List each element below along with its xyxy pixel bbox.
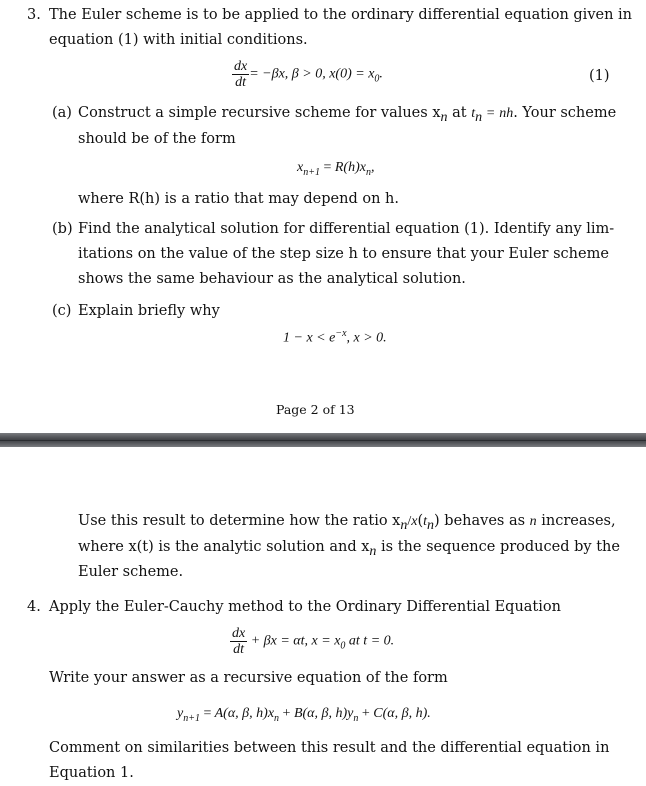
q3-eq-fraction (232, 59, 249, 90)
q3b-label: (b) (52, 221, 73, 237)
q3b-line1: Find the analytical solution for differential equation (1). Identify any lim- (78, 221, 615, 237)
q3a-label: (a) (52, 105, 72, 121)
q3a-line2: should be of the form (78, 131, 236, 147)
q3-line1: The Euler scheme is to be applied to the ordinary differential equation given in (49, 7, 633, 23)
q4-comment-line1: Comment on similarities between this result and the differential equation in (49, 740, 610, 756)
q3b-line3: shows the same behaviour as the analytical solution. (78, 271, 466, 287)
page-break-divider (0, 433, 646, 447)
q4-line1: Apply the Euler-Cauchy method to the Ordinary Differential Equation (49, 599, 561, 615)
fraction-numerator: dx (232, 626, 246, 641)
fraction-denominator: dt (233, 642, 245, 657)
q3b-line2: itations on the value of the step size h to ensure that your Euler scheme (78, 246, 609, 262)
fraction-numerator: dx (234, 59, 248, 74)
q3-equation-1 (232, 59, 383, 90)
q4-eq-fraction (230, 626, 247, 657)
q4-ode-equation: $\frac{dx}{dt}$ + βx = αt, $x = x_0$ at t = 0. (232, 626, 395, 657)
q3a-eq-var: x (297, 160, 304, 175)
q3a-line1: Construct a simple recursive scheme for values $x_n$ at $t_n$ = nh. Your scheme (78, 105, 617, 125)
q4-eq-rhs: + βx = αt, x = x (250, 633, 341, 649)
q4-eq-rhs-end: at t = 0. (345, 633, 395, 649)
q4-recur-var: y (177, 706, 184, 721)
q3c-inequality (283, 328, 387, 347)
q3-line2: equation (1) with initial conditions. (49, 32, 308, 48)
q3c-ineq-end: , x > 0. (346, 330, 387, 346)
fraction-denominator: dt (235, 75, 247, 90)
q3c-ineq-exponent: −x (335, 328, 347, 339)
q3a-recurrence-equation: $x_{n+1} = R(h)x_n$, (297, 160, 375, 178)
q3a-line1-text: Construct a simple recursive scheme for values x (78, 105, 441, 121)
q4-comment-line2: Equation 1. (49, 765, 134, 781)
q3c-line1: Explain briefly why (78, 303, 220, 319)
q3-number: 3. (27, 7, 41, 23)
continued-line2-text: where x(t) is the analytic solution and x (78, 539, 370, 555)
q3a-where: where R(h) is a ratio that may depend on h. (78, 191, 399, 207)
q3-equation-number: (1) (589, 68, 610, 84)
continued-line1-text: Use this result to determine how the ratio x (78, 513, 401, 529)
q3c-ineq-lhs: 1 − x < e (283, 330, 336, 346)
continued-line3: Euler scheme. (78, 564, 184, 580)
q4-number: 4. (27, 599, 41, 615)
q4-recursive-equation: $y_{n+1} = A(\alpha$, β, $h)x_n + B(\alpha$, β, $h)y_n + C(\alpha$, β, h). (177, 706, 431, 724)
q3c-label: (c) (52, 303, 72, 319)
q3-eq-rhs: = −βx, β > 0, x(0) = x (249, 66, 375, 82)
continued-line2: where x(t) is the analytic solution and $x_n$ is the sequence produced by the (78, 539, 620, 559)
q4-write-instruction: Write your answer as a recursive equation of the form (49, 670, 448, 686)
q3-eq-rhs-subscript: 0 (374, 73, 380, 85)
q3-eq-rhs-end: . (379, 66, 383, 82)
continued-line1: Use this result to determine how the ratio $x_n/x(t_n)$ behaves as n increases, (78, 513, 616, 533)
page-number-footer: Page 2 of 13 (276, 402, 355, 417)
